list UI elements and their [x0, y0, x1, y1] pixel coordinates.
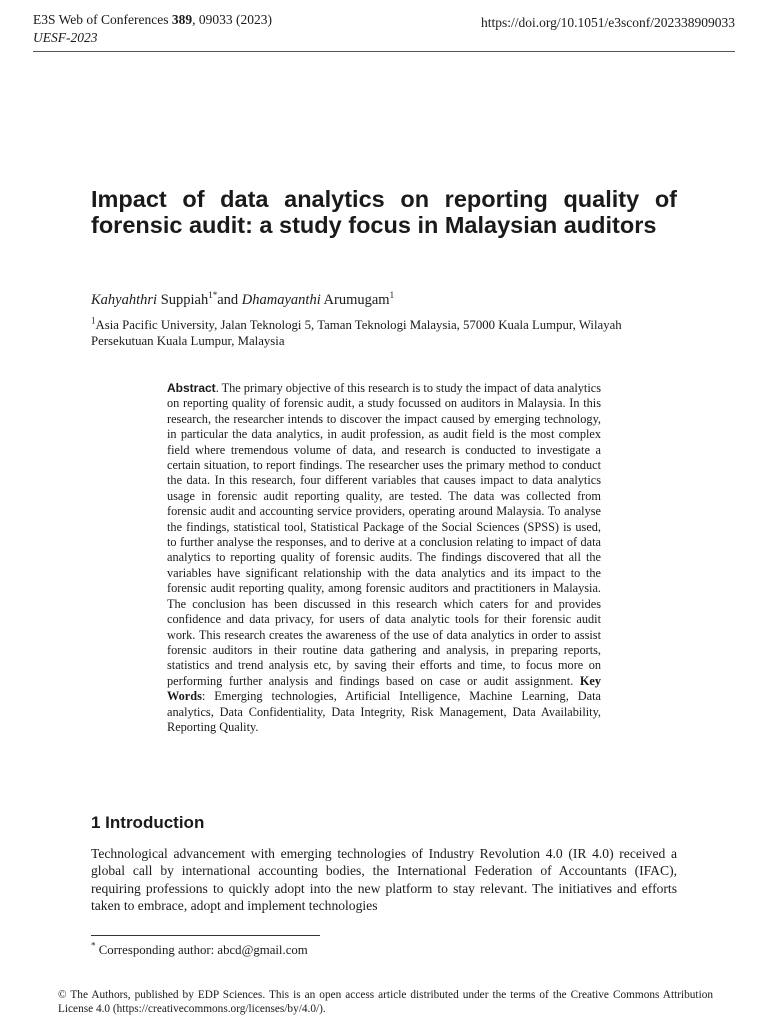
- footnote-rule: [91, 935, 320, 936]
- corresponding-author-footnote: [91, 942, 308, 958]
- journal-volume: 389: [171, 12, 193, 27]
- author-1-last-name: Suppiah: [157, 292, 209, 308]
- author-2-affiliation-mark: 1: [389, 290, 395, 301]
- header-rule: [33, 51, 735, 52]
- author-list: [91, 291, 394, 309]
- paper-title: Impact of data analytics on reporting quality of forensic audit: a study focus in Malaysian auditors: [91, 186, 677, 238]
- abstract: [167, 381, 601, 735]
- author-2-first-name: Dhamayanthi: [241, 292, 321, 308]
- conference-name: UESF-2023: [33, 30, 98, 45]
- author-joiner: and: [217, 292, 242, 308]
- footnote-text: Corresponding author: abcd@gmail.com: [95, 943, 308, 957]
- author-1-affiliation-mark: 1*: [208, 290, 218, 301]
- license-notice: © The Authors, published by EDP Sciences. This is an open access article distributed under the terms of the Creative Commons Attribution License 4.0 (https://creativecommons.org/licenses/by/4.0/).: [58, 989, 713, 1015]
- journal-citation: [33, 11, 272, 47]
- author-2-last-name: Arumugam: [320, 292, 390, 308]
- section-heading-introduction: 1 Introduction: [91, 813, 205, 832]
- journal-line: [33, 11, 272, 29]
- affiliation-mark: 1: [91, 315, 96, 326]
- article-number-year: , 09033 (2023): [192, 12, 273, 27]
- footnote-mark: *: [91, 940, 96, 951]
- abstract-label: Abstract: [167, 381, 216, 395]
- keywords-list: : Emerging technologies, Artificial Intelligence, Machine Learning, Data analytics, Data Confidentiality, Data Integrity, Risk Management, Data Availability, Reporting Quality.: [167, 689, 601, 734]
- author-1-first-name: Kahyahthri: [91, 292, 158, 308]
- journal-name: E3S Web of Conferences: [33, 12, 172, 27]
- doi-link[interactable]: https://doi.org/10.1051/e3sconf/202338909033: [481, 15, 735, 30]
- abstract-body: . The primary objective of this research is to study the impact of data analytics on reporting quality of forensic audit, a study focussed on auditors in Malaysia. In this research, the researcher intends to discover the impact caused by emerging technology, in particular the data analytics, in audit profession, as audit field is the most complex field where tremendous volume of data, and research is conducted to investigate a certain situation, to report findings. The researcher uses the primary method to conduct the data. In this research, four different variables that causes impact to data analytics usage in forensic audit reporting quality, are tested. The data was collected from forensic audit and accounting service providers, operating around Malaysia. To analyse the findings, statistical tool, Statistical Package of the Social Sciences (SPSS) is used, to further analyse the responses, and to derive at a conclusion relating to impact of data analytics to reporting quality of forensic audits. The findings discovered that all the variables have significant relationship with the data analytics and its impact to the forensic audit reporting quality, among forensic auditors and practitioners in Malaysia. The conclusion has been discussed in this research which caters for and provides confidence and data privacy, for users of data analytic tools for their forensic audit work. This research creates the awareness of the use of data analytics in order to assist forensic auditors in their routine data gathering and analysis, in preparing reports, statistics and trend analysis etc, by saving their efforts and time, to focus more on performing further analysis and findings based on case or audit assignment.: [167, 381, 601, 688]
- affiliation: [91, 315, 651, 349]
- affiliation-text: Asia Pacific University, Jalan Teknologi 5, Taman Teknologi Malaysia, 57000 Kuala Lumpur, Wilayah Persekutuan Kuala Lumpur, Malaysia: [91, 318, 622, 348]
- keywords-label: Key Words: [167, 673, 601, 704]
- introduction-paragraph: Technological advancement with emerging technologies of Industry Revolution 4.0 (IR 4.0) received a global call by international accounting bodies, the International Federation of Accountants (IFAC), requiring professions to quickly adopt into the new platform to stay relevant. The initiatives and efforts taken to embrace, adopt and implement technologies: [91, 846, 677, 914]
